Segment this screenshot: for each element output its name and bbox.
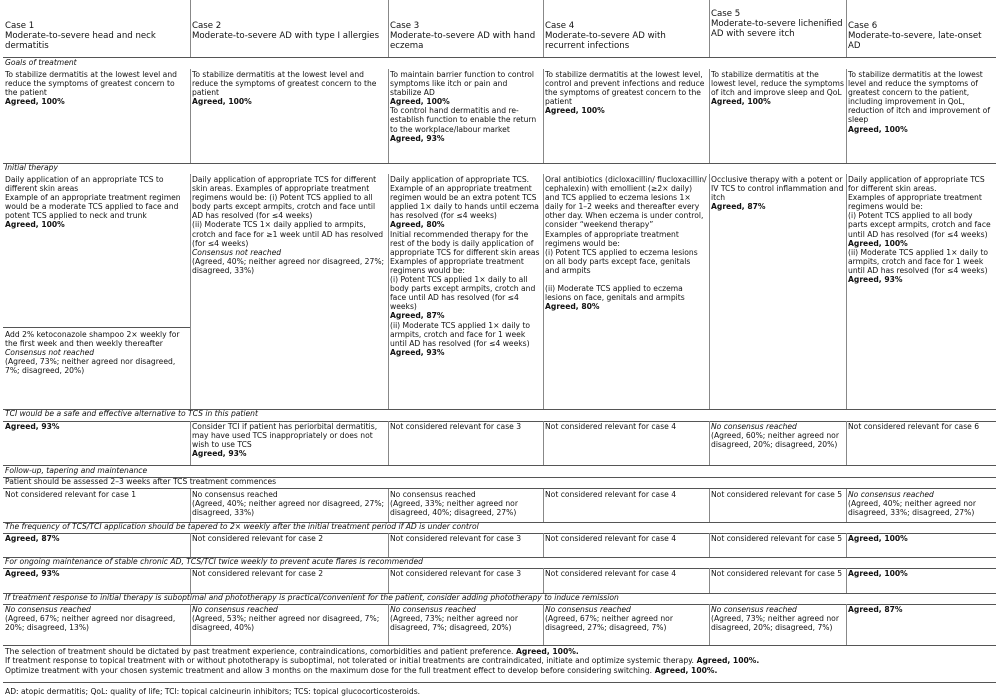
cell-text: (Agreed, 40%; neither agreed nor disagreed, 27%; disagreed, 33%)	[192, 499, 387, 518]
cell-text: Not considered relevant for case 3	[390, 534, 522, 543]
agreement-result: Agreed, 100%	[848, 238, 908, 248]
agreement-result: Agreed, 87%	[5, 534, 60, 543]
column-divider	[190, 421, 191, 465]
case-number: Case 2	[192, 21, 222, 31]
cell-text: Not considered relevant for case 6	[848, 422, 980, 431]
table-cell	[709, 604, 846, 644]
case-number: Case 6	[848, 21, 878, 31]
table-cell	[3, 329, 190, 409]
table-cell	[388, 568, 543, 594]
cell-text: Not considered relevant for case 3	[390, 422, 522, 431]
table-cell	[543, 533, 709, 553]
cell-text: Not considered relevant for case 4	[545, 422, 677, 431]
consensus-status: No consensus reached	[192, 605, 278, 614]
agreement-result: Agreed, 100%	[5, 220, 65, 230]
table-cell	[388, 69, 543, 161]
consensus-status: Consensus not reached	[192, 247, 282, 257]
table-cell	[3, 604, 190, 644]
table-cell	[388, 174, 543, 408]
column-divider	[190, 489, 191, 522]
consensus-status: No consensus reached	[545, 605, 631, 614]
agreement-result: Agreed, 100%	[545, 106, 605, 116]
agreement-result: Agreed, 100%	[390, 97, 450, 107]
table-cell	[543, 174, 709, 408]
cell-text: Not considered relevant for case 4	[545, 490, 677, 499]
column-divider	[388, 174, 389, 409]
table-cell	[846, 533, 996, 553]
column-divider	[846, 174, 847, 409]
table-cell	[709, 421, 846, 465]
table-cell	[388, 489, 543, 522]
column-divider	[543, 421, 544, 465]
table-cell	[190, 533, 388, 553]
row-divider	[3, 645, 996, 646]
column-divider	[388, 568, 389, 593]
table-cell	[543, 489, 709, 522]
table-cell	[190, 174, 388, 408]
cell-text: Not considered relevant for case 4	[545, 569, 677, 578]
note-line	[5, 666, 995, 675]
cell-text: To stabilize dermatitis at the lowest level and reduce the symptoms of greatest concern to the patient	[192, 70, 379, 98]
cell-text: (Agreed, 60%; neither agreed nor disagreed, 20%; disagreed, 20%)	[711, 431, 842, 450]
cell-text: Daily application of appropriate TCS. Example of an appropriate treatment regimen would be an extra potent TCS applied 1× daily to hands until eczema has resolved (for ≤4 weeks)	[390, 175, 542, 221]
abbreviations-footnote: AD: atopic dermatitis; QoL: quality of life; TCI: topical calcineurin inhibitors; TCS: topical glucocorticosteroids.	[5, 687, 421, 696]
cell-text: To stabilize dermatitis at the lowest level, control and prevent infections and reduce the symptoms of greatest concern to the patient	[545, 70, 707, 107]
table-cell	[190, 489, 388, 522]
column-divider	[388, 604, 389, 645]
agreement-result: Agreed, 100%	[192, 97, 252, 107]
column-divider	[846, 568, 847, 593]
cell-text: Not considered relevant for case 3	[390, 569, 522, 578]
case-description: Moderate-to-severe lichenified AD with severe itch	[711, 19, 846, 39]
table-cell	[388, 421, 543, 465]
cell-text: Add 2% ketoconazole shampoo 2× weekly for the first week and then weekly thereafter	[5, 330, 182, 349]
column-divider	[846, 533, 847, 557]
table-cell	[190, 604, 388, 644]
consensus-status: No consensus reached	[848, 490, 934, 499]
table-cell	[543, 568, 709, 594]
column-header-case-4	[543, 19, 709, 59]
cell-text: Examples of appropriate treatment regimens would be:	[545, 229, 682, 248]
note-line	[5, 656, 995, 665]
cell-text: (ii) Moderate TCS applied to eczema lesions on face, genitals and armpits	[545, 284, 686, 303]
column-header-case-1	[3, 19, 190, 59]
column-divider	[388, 69, 389, 163]
column-header-case-6	[846, 19, 996, 59]
section-label-goals: Goals of treatment	[5, 58, 77, 67]
cell-text: (ii) Moderate TCS applied 1× daily to armpits, crotch and face for 1 week until AD has resolved (for ≤4 weeks)	[390, 320, 533, 348]
section-label-frequency: The frequency of TCS/TCI application should be tapered to 2× weekly after the initial treatment period if AD is under control	[5, 522, 479, 531]
note-agreement: Agreed, 100%.	[513, 647, 579, 656]
agreement-result: Agreed, 100%	[848, 534, 908, 543]
column-divider	[846, 0, 847, 57]
cell-text: Not considered relevant for case 5	[711, 534, 843, 543]
cell-text: To maintain barrier function to control symptoms like itch or pain and stabilize AD	[390, 70, 537, 98]
table-cell	[190, 69, 388, 161]
agreement-result: Agreed, 93%	[5, 569, 60, 578]
column-divider	[709, 604, 710, 645]
table-cell	[3, 533, 190, 553]
cell-text: Daily application of appropriate TCS for different skin areas. Examples of appropriate treatment regimens would be: (i) Potent TCS applied to all body parts except armpits, crotch and face until AD has resolved (for ≤4 weeks)	[192, 175, 379, 221]
column-divider	[543, 0, 544, 57]
cell-text: Consider TCI if patient has periorbital dermatitis, may have used TCS inappropriately or does not wish to use TCS	[192, 422, 380, 450]
column-divider	[709, 69, 710, 163]
note-line	[5, 647, 995, 656]
cell-text: To control hand dermatitis and re-establish function to enable the return to the workplace/labour market	[390, 106, 539, 134]
cell-text: (Agreed, 67%; neither agreed nor disagreed, 20%; disagreed, 13%)	[5, 614, 178, 633]
table-cell	[709, 489, 846, 522]
agreement-result: Agreed, 87%	[390, 311, 445, 321]
note-text: If treatment response to topical treatment with or without phototherapy is suboptimal, not tolerated or initial treatments are contraindicated, initiate and optimize systemic therapy.	[5, 656, 694, 666]
case-description: Moderate-to-severe, late-onset AD	[848, 31, 985, 51]
note-text: Optimize treatment with your chosen systemic treatment and allow 3 months on the maximum dose for the full treatment effect to develop before considering switching.	[5, 665, 653, 675]
cell-text: Examples of appropriate treatment regimens would be:	[390, 256, 527, 275]
cell-text: To stabilize dermatitis at the lowest level, reduce the symptoms of itch and improve sleep and QoL	[711, 70, 847, 98]
agreement-result: Agreed, 80%	[390, 220, 445, 230]
cell-text: Not considered relevant for case 5	[711, 490, 843, 499]
case-description: Moderate-to-severe head and neck dermatitis	[5, 31, 159, 51]
column-divider	[190, 604, 191, 645]
table-cell	[846, 604, 996, 644]
cell-text: Daily application of appropriate TCS for different skin areas.	[848, 175, 988, 194]
table-cell	[543, 604, 709, 644]
section-label-ongoing: For ongoing maintenance of stable chronic AD, TCS/TCI twice weekly to prevent acute flares is recommended	[5, 557, 423, 566]
column-divider	[388, 0, 389, 57]
table-cell	[846, 568, 996, 594]
cell-text	[545, 275, 707, 284]
column-divider	[543, 533, 544, 557]
cell-text: Not considered relevant for case 1	[5, 490, 137, 499]
note-text: The selection of treatment should be dictated by past treatment experience, contraindications, comorbidities and patient preference.	[5, 647, 514, 656]
table-notes	[5, 647, 995, 675]
cell-text: (Agreed, 73%; neither agreed nor disagreed, 20%; disagreed, 7%)	[711, 614, 842, 633]
agreement-result: Agreed, 80%	[545, 302, 600, 312]
column-divider	[190, 174, 191, 409]
column-divider	[709, 421, 710, 465]
column-divider	[543, 568, 544, 593]
table-cell	[3, 69, 190, 161]
case-description: Moderate-to-severe AD with recurrent infections	[545, 31, 669, 51]
agreement-result: Agreed, 87%	[848, 605, 903, 614]
note-agreement: Agreed, 100%.	[652, 665, 718, 675]
cell-text: Not considered relevant for case 5	[711, 569, 843, 578]
column-divider	[709, 533, 710, 557]
consensus-status: No consensus reached	[390, 605, 476, 614]
column-divider	[543, 604, 544, 645]
row-divider	[3, 327, 190, 328]
column-divider	[846, 69, 847, 163]
case-number: Case 5	[711, 9, 741, 19]
consensus-status: Consensus not reached	[5, 348, 95, 358]
column-divider	[190, 69, 191, 163]
case-number: Case 1	[5, 21, 35, 31]
column-divider	[388, 489, 389, 522]
agreement-result: Agreed, 87%	[711, 202, 766, 212]
cell-text: (Agreed, 40%; neither agreed nor disagreed, 27%; disagreed, 33%)	[192, 256, 387, 275]
cell-text: Not considered relevant for case 2	[192, 534, 324, 543]
column-divider	[543, 489, 544, 522]
column-header-case-5	[709, 7, 846, 47]
table-cell	[388, 604, 543, 644]
agreement-result: Agreed, 100%	[848, 569, 908, 578]
cell-text: Oral antibiotics (dicloxacillin/ flucloxacillin/ cephalexin) with emollient (≥2× daily) and TCS applied to eczema lesions 1× daily for 1–2 weeks and thereafter every other day. When eczema is under control, consider “weekend therapy”	[545, 175, 710, 230]
agreement-result: Agreed, 100%	[848, 124, 908, 134]
table-cell	[709, 174, 846, 408]
agreement-result: Agreed, 93%	[5, 422, 60, 431]
column-divider	[846, 604, 847, 645]
cell-text: (Agreed, 73%; neither agreed nor disagreed, 7%; disagreed, 20%)	[5, 357, 178, 376]
column-divider	[190, 568, 191, 593]
cell-text: (Agreed, 53%; neither agreed nor disagreed, 7%; disagreed, 40%)	[192, 614, 382, 633]
agreement-result: Agreed, 93%	[192, 449, 247, 459]
column-divider	[709, 489, 710, 522]
cell-text: Example of an appropriate treatment regimen would be a moderate TCS applied to face and potent TCS applied to neck and trunk	[5, 193, 184, 221]
table-cell	[709, 568, 846, 594]
column-divider	[190, 0, 191, 57]
cell-text: (i) Potent TCS applied to all body parts except armpits, crotch and face until AD has resolved (for ≤4 weeks)	[848, 211, 994, 239]
section-label-tci: TCI would be a safe and effective alternative to TCS in this patient	[5, 409, 258, 418]
agreement-result: Agreed, 100%	[5, 97, 65, 107]
table-cell	[846, 174, 996, 408]
cell-text: No consensus reached	[390, 490, 476, 499]
agreement-result: Agreed, 100%	[711, 97, 771, 107]
cell-text: (i) Potent TCS applied 1× daily to all body parts except armpits, crotch and face until AD has resolved (for ≤4 weeks)	[390, 275, 538, 312]
column-divider	[388, 421, 389, 465]
table-cell	[709, 533, 846, 553]
column-header-case-2	[190, 19, 388, 59]
cell-text: (ii) Moderate TCS applied 1× daily to armpits, crotch and face for 1 week until AD has resolved (for ≤4 weeks)	[848, 247, 991, 275]
row-divider	[3, 682, 996, 683]
table-cell	[388, 533, 543, 553]
agreement-result: Agreed, 93%	[848, 275, 903, 285]
cell-text: Examples of appropriate treatment regimens would be:	[848, 193, 985, 212]
cell-text: Not considered relevant for case 4	[545, 534, 677, 543]
column-divider	[190, 533, 191, 557]
cell-text: (Agreed, 40%; neither agreed nor disagreed, 33%; disagreed, 27%)	[848, 499, 979, 518]
consensus-status: No consensus reached	[711, 605, 797, 614]
cell-text: (Agreed, 73%; neither agreed nor disagreed, 7%; disagreed, 20%)	[390, 614, 521, 633]
column-divider	[846, 489, 847, 522]
table-cell	[190, 421, 388, 465]
cell-text: (ii) Moderate TCS 1× daily applied to armpits, crotch and face for ≥1 week until AD has resolved (for ≤4 weeks)	[192, 220, 386, 248]
column-divider	[709, 174, 710, 409]
cell-text: (Agreed, 67%; neither agreed nor disagreed, 27%; disagreed, 7%)	[545, 614, 676, 633]
section-sublabel-followup: Patient should be assessed 2–3 weeks after TCS treatment commences	[5, 477, 277, 486]
column-divider	[846, 421, 847, 465]
case-number: Case 4	[545, 21, 575, 31]
table-cell	[846, 69, 996, 161]
cell-text: No consensus reached	[192, 490, 278, 499]
table-cell	[846, 421, 996, 465]
agreement-result: Agreed, 93%	[390, 347, 445, 357]
consensus-status: No consensus reached	[711, 422, 797, 431]
column-divider	[388, 533, 389, 557]
agreement-result: Agreed, 93%	[390, 133, 445, 143]
column-header-case-3	[388, 19, 543, 59]
table-cell	[190, 568, 388, 594]
section-label-photo: If treatment response to initial therapy is suboptimal and phototherapy is practical/convenient for the patient, consider adding phototherapy to induce remission	[5, 593, 619, 602]
case-description: Moderate-to-severe AD with type I allergies	[192, 31, 380, 41]
table-cell	[846, 489, 996, 522]
table-cell	[543, 69, 709, 161]
table-cell	[709, 69, 846, 161]
case-number: Case 3	[390, 21, 420, 31]
cell-text: To stabilize dermatitis at the lowest level and reduce the symptoms of greatest concern to the patient	[5, 70, 180, 98]
table-cell	[543, 421, 709, 465]
cell-text: To stabilize dermatitis at the lowest level and reduce the symptoms of greatest concern to the patient, including improvement in QoL, reduction of itch and improvement of sleep	[848, 70, 993, 125]
cell-text: Initial recommended therapy for the rest of the body is daily application of appropriate TCS for different skin areas	[390, 229, 540, 257]
table-cell	[3, 568, 190, 594]
column-divider	[543, 69, 544, 163]
note-agreement: Agreed, 100%.	[693, 656, 760, 666]
case-description: Moderate-to-severe AD with hand eczema	[390, 31, 538, 51]
cell-text: Occlusive therapy with a potent or IV TCS to control inflammation and itch	[711, 175, 846, 203]
section-label-initial: Initial therapy	[5, 163, 58, 172]
column-divider	[543, 174, 544, 409]
cell-text: (Agreed, 33%; neither agreed nor disagreed, 40%; disagreed, 27%)	[390, 499, 521, 518]
section-label-followup: Follow-up, tapering and maintenance	[5, 466, 148, 475]
table-cell	[3, 489, 190, 522]
column-divider	[709, 0, 710, 57]
column-divider	[709, 568, 710, 593]
cell-text: (i) Potent TCS applied to eczema lesions on all body parts except face, genitals and armpits	[545, 247, 701, 275]
consensus-status: No consensus reached	[5, 605, 91, 614]
table-cell	[3, 421, 190, 465]
cell-text: Daily application of an appropriate TCS to different skin areas	[5, 175, 166, 194]
cell-text: Not considered relevant for case 2	[192, 569, 324, 578]
